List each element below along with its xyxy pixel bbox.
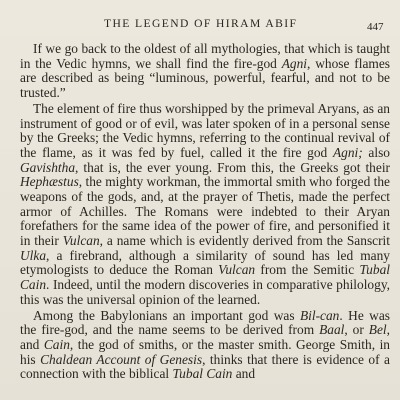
body-text — [20, 42, 390, 384]
paragraph-babylonian-god — [20, 309, 390, 382]
paragraph-vedic-fire-god — [20, 42, 390, 101]
italic-term: Hephæstus — [20, 174, 79, 190]
italic-term: Bil-can — [299, 307, 340, 323]
italic-term: Gavishtha — [20, 159, 76, 175]
italic-term: Agni; — [332, 145, 363, 161]
text-run: , and — [20, 322, 390, 353]
italic-term: Vulcan — [218, 262, 256, 278]
italic-term: Ulka — [20, 247, 47, 263]
text-run: , thinks that there is — [202, 351, 312, 367]
text-run: , or — [344, 322, 369, 338]
text-run: . He was the fire-god, and the name seems to be derived from — [20, 307, 390, 338]
italic-term: Agni — [281, 55, 308, 71]
page-number: 447 — [367, 21, 384, 33]
italic-term: Cain — [43, 337, 70, 353]
text-run: Among the Babylonians an important god was — [33, 307, 300, 323]
text-run: and — [232, 366, 256, 382]
text-run: also — [362, 145, 391, 161]
text-run: from the Semitic — [255, 262, 360, 278]
text-run: , whose flames are described as being “luminous, powerful, fearful, and not to be trusted.” — [20, 55, 390, 100]
text-run: , a name which is evidently derived from the Sanscrit — [99, 233, 390, 249]
text-run: , the god of smiths, or the master smith. George Smith, in his — [20, 337, 390, 367]
text-run: , the mighty workman, the immortal smith who forged the weapons of the gods, and, at the prayer of Thetis, made the perfect armor of Achilles. The Romans were indebted to their Aryan forefathers for the same idea of the power of fire, and personified it in their — [20, 174, 390, 249]
paragraph-element-of-fire — [20, 102, 390, 307]
text-run: evidence of a connection with the biblical — [20, 351, 390, 382]
text-run: The element of fire thus worshipped by the primeval Aryans, as an instrument of good or of evil, was later spoken of in a personal sense by the Greeks; the Vedic hymns, referring to the continual revival of the flame, as it was fed by fuel, called it the fire god — [20, 101, 390, 161]
text-run: If we go back to the oldest of all mythologies, that which is taught in the Vedic hymns, we shall find the fire-god — [20, 41, 390, 71]
italic-term: Vulcan — [62, 233, 100, 249]
italic-term: Baal — [319, 322, 345, 338]
italic-term: Tubal Cain — [172, 366, 233, 382]
italic-term: Tubal Cain — [20, 262, 390, 292]
text-run: , that is, the ever young. From this, the Greeks got their — [75, 159, 390, 175]
running-title: THE LEGEND OF HIRAM ABIF — [104, 17, 298, 30]
italic-term: Bel — [368, 322, 387, 338]
italic-term: Chaldean Account of Genesis — [40, 351, 203, 367]
text-run: . Indeed, until the modern discoveries in comparative philology, this was the universal opinion of the learned. — [20, 277, 390, 307]
text-run: , a firebrand, although a similarity of sound has led many etymologists to deduce the Roman — [20, 247, 390, 278]
